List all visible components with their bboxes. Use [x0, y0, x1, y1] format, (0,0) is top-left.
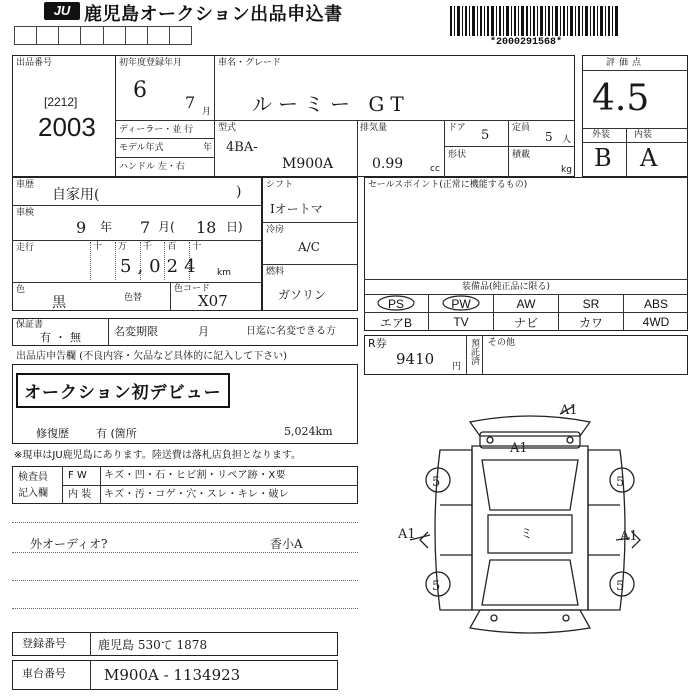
deadline-note: 日迄に名変できる方: [246, 326, 336, 337]
fuel-value: ガソリン: [278, 288, 327, 302]
model-label: 型式: [218, 123, 237, 133]
lot-number: 2003: [38, 112, 96, 142]
mark-wheel-rl: 5: [432, 579, 441, 594]
equip-airbag: エアB: [364, 313, 429, 331]
mileage-label: 走行: [16, 243, 35, 253]
history-label: 車歴: [16, 180, 35, 190]
doors-label: ドア: [448, 123, 466, 133]
equip-pw: PW: [429, 295, 494, 313]
r-ticket-unit: 円: [452, 362, 462, 372]
inspector-row2-head: 内 装: [68, 489, 92, 500]
equip-sr: SR: [559, 295, 624, 313]
equip-4wd: 4WD: [642, 315, 670, 329]
capacity-unit: 人: [562, 135, 572, 145]
model-year-unit: 年: [203, 143, 213, 153]
color-label: 色: [16, 285, 26, 295]
mark-hood: A1: [510, 441, 528, 456]
equip-navi: ナビ: [494, 313, 559, 331]
barcode: [450, 6, 620, 36]
car-name-value: ルーミー GT: [252, 92, 410, 116]
r-ticket-other: その他: [488, 338, 516, 348]
history-close: ): [236, 184, 242, 200]
displacement-label: 排気量: [360, 123, 388, 133]
history-value: 自家用(: [52, 187, 100, 203]
logo: JU: [44, 2, 80, 20]
equipment-label: 装備品(純正品に限る): [462, 282, 551, 292]
form-title: 鹿児島オークション出品申込書: [84, 4, 343, 25]
mark-left: A1: [398, 527, 416, 542]
evaluation-label: 評価点: [606, 58, 646, 68]
remarks-line1-a: 外オーディオ?: [30, 537, 108, 551]
first-reg-month: 7: [185, 93, 196, 112]
registration-value: 鹿児島 530て 1878: [98, 638, 208, 652]
capacity-label: 定員: [512, 123, 531, 133]
equip-ps: PS: [364, 295, 429, 313]
car-diagram: [380, 400, 680, 640]
color-code-label: 色コード: [174, 284, 211, 294]
mark-wheel-fr: 5: [616, 475, 625, 490]
inspection-label: 車検: [16, 208, 35, 218]
inspection-month: 7: [140, 218, 151, 237]
lot-code: [2212]: [44, 95, 78, 109]
sales-point-label: セールスポイント(正常に機能するもの): [368, 180, 528, 190]
first-reg-month-unit: 月: [202, 107, 212, 117]
model-value-1: 4BA-: [226, 140, 258, 155]
inspection-month-unit: 月(: [158, 220, 175, 234]
color-code: X07: [198, 292, 228, 310]
mileage-value: 5,024: [120, 256, 202, 277]
inspection-day: 18: [196, 218, 217, 237]
equip-abs: ABS: [643, 297, 668, 311]
report-stamp: オークション初デビュー: [16, 373, 230, 408]
inspection-day-unit: 日): [226, 220, 243, 234]
deadline-month-unit: 月: [198, 325, 209, 338]
displacement-unit: cc: [430, 164, 440, 174]
load-label: 積載: [512, 150, 531, 160]
model-value-2: M900A: [282, 156, 334, 172]
displacement-value: 0.99: [372, 156, 404, 172]
report-mileage-note: 5,024km: [284, 425, 333, 438]
lot-label: 出品番号: [16, 58, 53, 68]
ac-value: A/C: [298, 240, 320, 254]
remarks-line1-b: 香小A: [270, 537, 303, 551]
inspection-year-unit: 年: [100, 220, 113, 234]
inspection-year: 9: [76, 218, 87, 237]
inspector-label-1: 検査員: [18, 472, 48, 483]
header-boxes: [14, 26, 192, 45]
inspector-row1: キズ・凹・石・ヒビ割・リペア跡・X要: [104, 470, 286, 481]
dealer-import-label: ディーラー・並 行: [119, 125, 194, 135]
inspector-row1-head: F W: [68, 470, 87, 481]
deadline-label: 名変期限: [114, 325, 158, 338]
fuel-label: 燃料: [266, 267, 285, 277]
load-unit: kg: [561, 165, 572, 175]
color-value: 黒: [52, 295, 66, 311]
shift-value: Iオートマ: [270, 202, 323, 216]
notice: ※現車はJU鹿児島にあります。陸送費は落札店負担となります。: [14, 450, 302, 461]
mileage-digit-grid: 十 万 千 百 十: [90, 242, 214, 280]
mark-wheel-rr: 5: [616, 579, 625, 594]
ac-label: 冷房: [266, 225, 285, 235]
r-ticket-value: 9410: [396, 350, 435, 368]
mark-top: A1: [560, 403, 578, 418]
first-reg-year: 6: [133, 78, 147, 103]
inspector-label-2: 記入欄: [18, 488, 48, 499]
r-ticket-deposit: 預託済: [469, 338, 479, 365]
equipment-circles: [364, 294, 564, 314]
shift-label: シフト: [266, 180, 294, 190]
mark-right: A1: [620, 529, 638, 544]
chassis-label: 車台番号: [22, 667, 66, 680]
interior-label: 内装: [634, 130, 653, 140]
interior-grade: A: [640, 144, 658, 172]
handle-label: ハンドル 左・右: [119, 162, 185, 172]
doors-value: 5: [481, 128, 490, 143]
first-reg-label: 初年度登録年月: [119, 58, 183, 68]
warranty-label: 保証書: [16, 320, 44, 330]
exterior-grade: B: [594, 144, 612, 172]
exterior-label: 外装: [592, 130, 611, 140]
color-change-label: 色替: [124, 293, 143, 303]
mileage-unit: km: [217, 268, 231, 278]
model-year-label: モデル年式: [119, 143, 164, 153]
evaluation-score: 4.5: [592, 78, 650, 119]
report-label: 出品店申告欄 (不良内容・欠品など具体的に記入して下さい): [16, 351, 287, 362]
mark-center: ミ: [520, 527, 534, 542]
repair-label: 修復歴: [36, 427, 69, 440]
equip-aw: AW: [494, 295, 559, 313]
barcode-number: *2000291568*: [490, 37, 563, 48]
chassis-value: M900A - 1134923: [104, 666, 241, 684]
mark-wheel-fl: 5: [432, 475, 441, 490]
capacity-value: 5: [545, 130, 553, 144]
repair-value: 有 (箇所: [96, 427, 137, 440]
car-name-label: 車名・グレード: [218, 58, 282, 68]
equip-tv: TV: [429, 313, 494, 331]
r-ticket-label: R券: [368, 337, 387, 350]
registration-label: 登録番号: [22, 637, 66, 650]
equip-leather: カワ: [559, 313, 624, 331]
warranty-options: 有・無: [40, 331, 85, 344]
inspector-row2: キズ・汚・コゲ・穴・スレ・キレ・破レ: [104, 489, 290, 500]
shape-label: 形状: [448, 150, 467, 160]
